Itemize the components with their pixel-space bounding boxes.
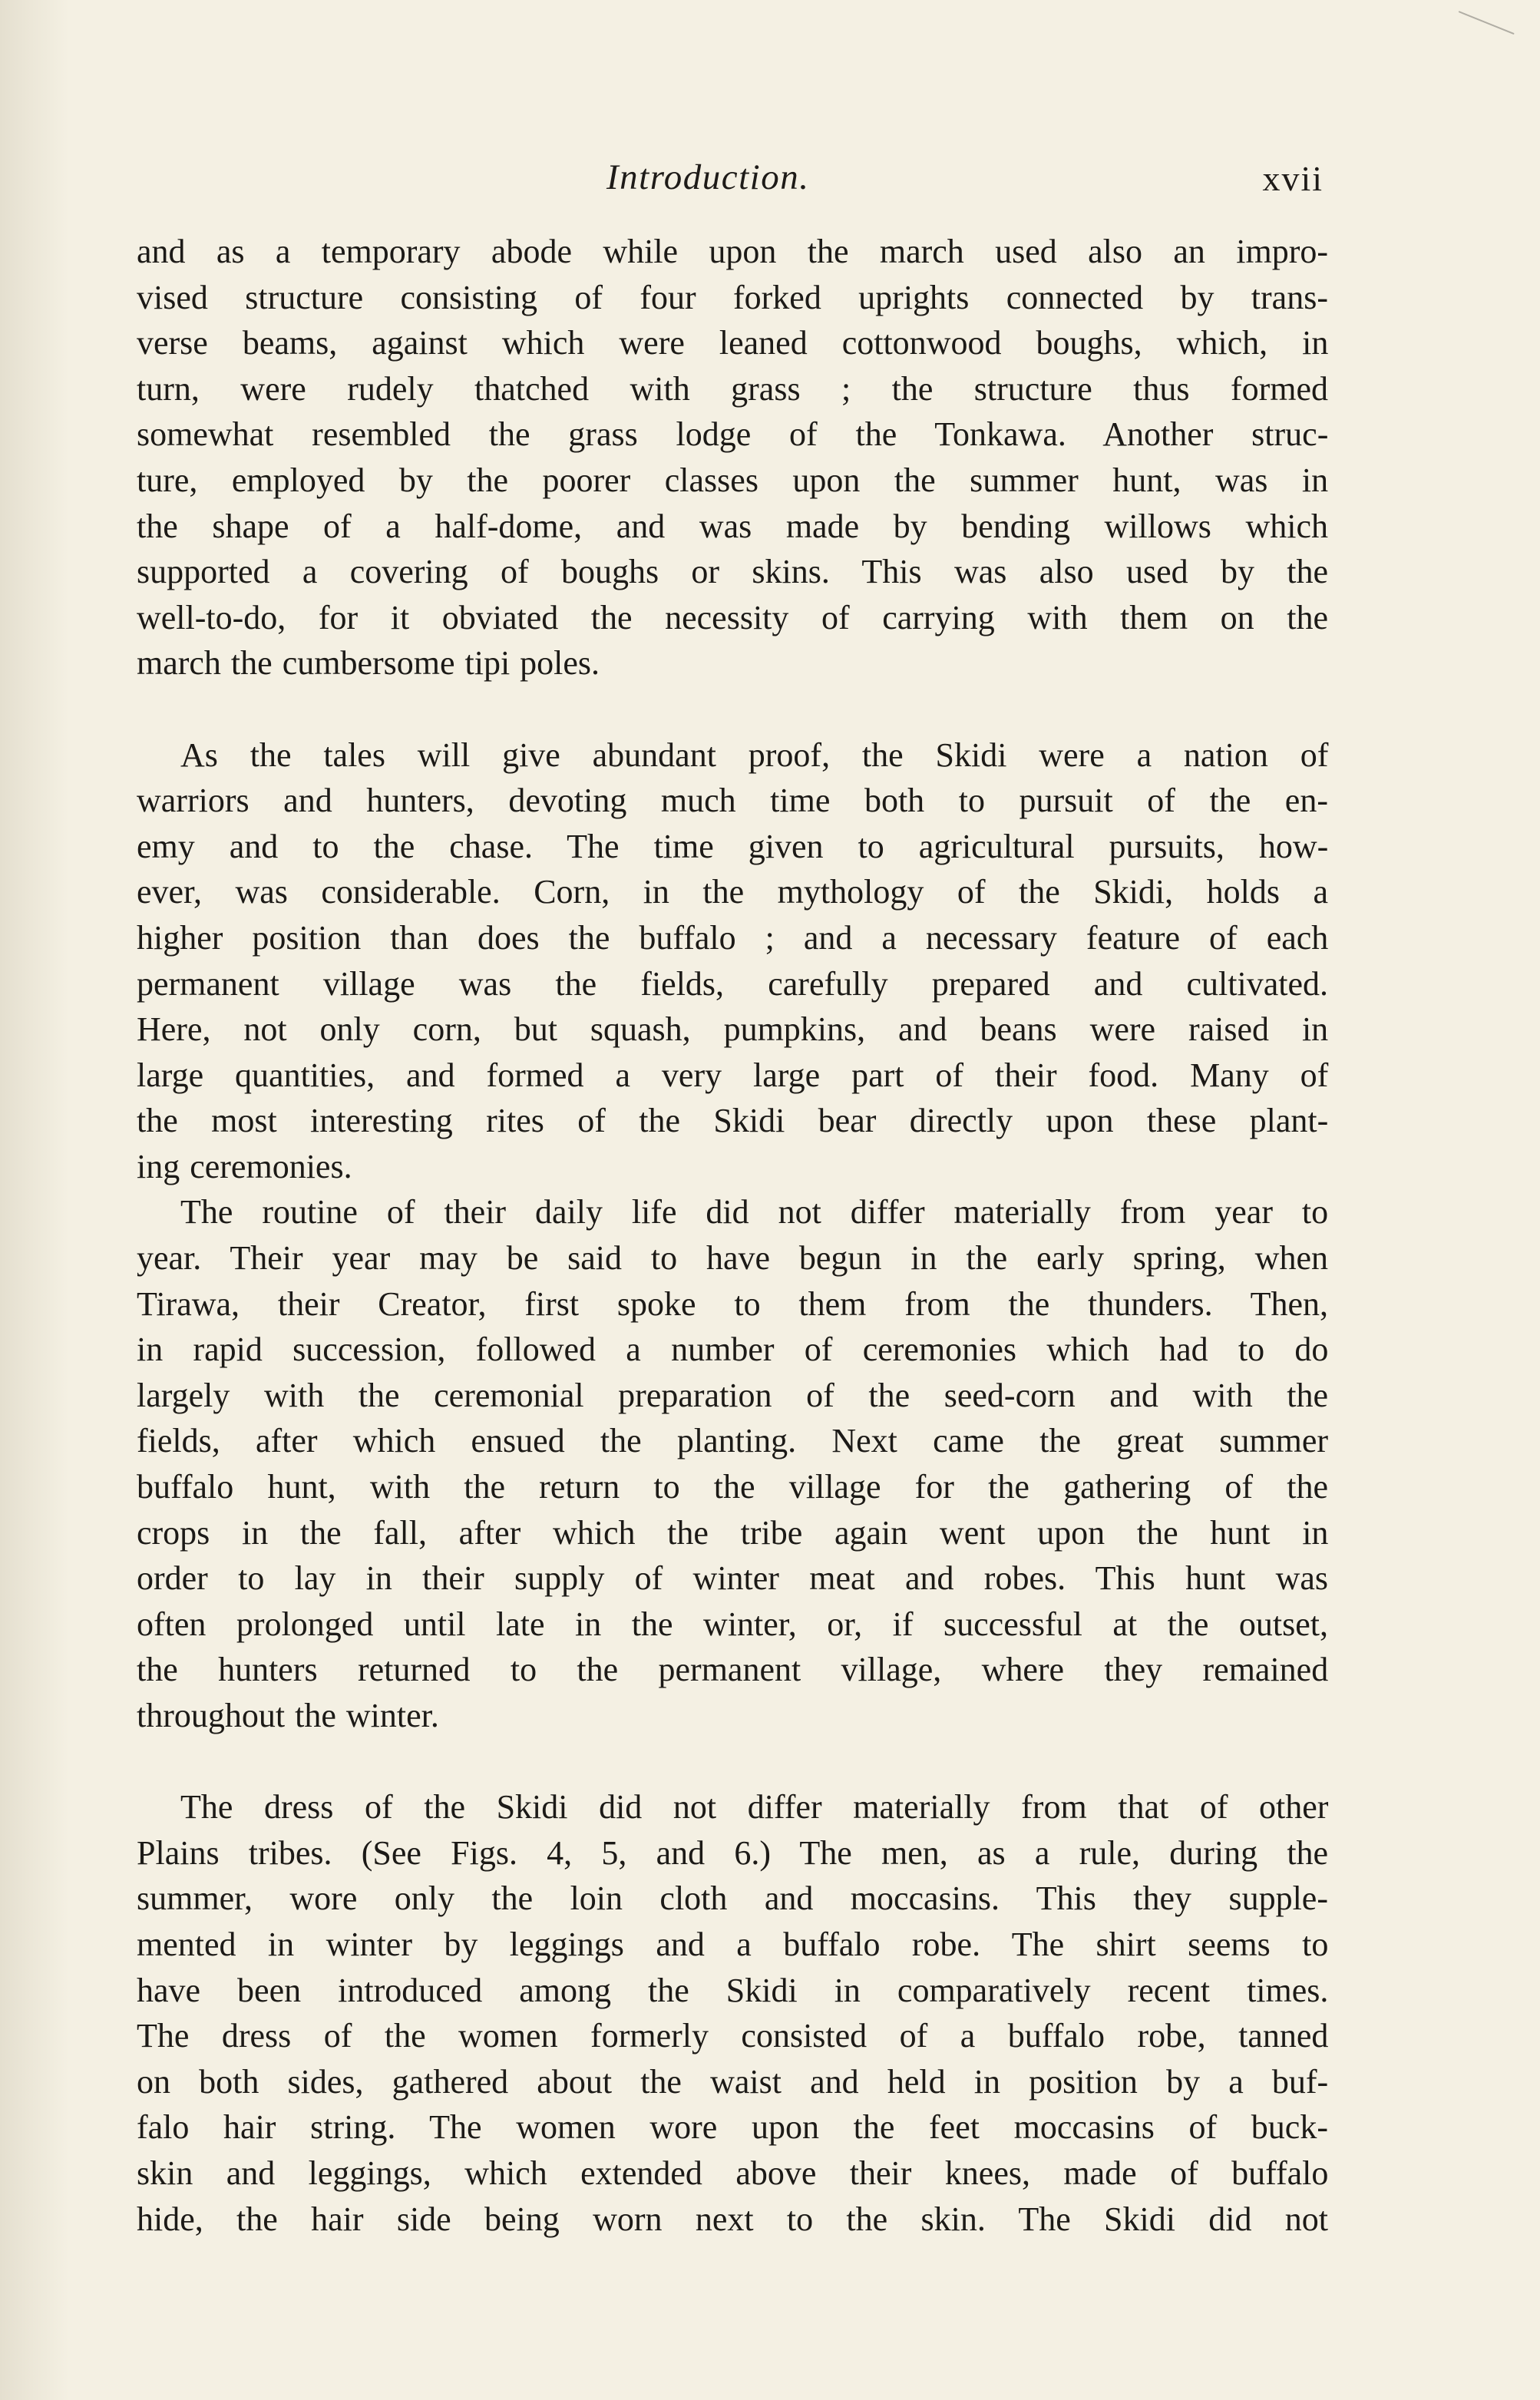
paragraph-gap — [137, 1739, 1328, 1785]
text-line: somewhat resembled the grass lodge of the Tonkawa. Another struc- — [137, 415, 1329, 454]
text-line: vised structure consisting of four forked uprights connected by trans- — [137, 278, 1328, 316]
text-line: summer, wore only the loin cloth and moccasins. This they supple- — [137, 1879, 1328, 1918]
text-line: warriors and hunters, devoting much time both to pursuit of the en- — [137, 782, 1328, 820]
text-line: Plains tribes. (See Figs. 4, 5, and 6.) The men, as a rule, during the — [137, 1833, 1329, 1872]
text-line: mented in winter by leggings and a buffalo robe. The shirt seems to — [137, 1925, 1329, 1963]
text-line: the shape of a half-dome, and was made by bending willows which — [137, 507, 1328, 545]
text-line: buffalo hunt, with the return to the village for the gathering of the — [137, 1468, 1328, 1506]
paragraph-warriors-agriculture — [137, 732, 1328, 1190]
scan-mark — [1459, 11, 1515, 35]
text-line: largely with the ceremonial preparation of the seed-corn and with the — [137, 1376, 1329, 1414]
text-line: the most interesting rites of the Skidi bear directly upon these plant- — [137, 1102, 1329, 1140]
text-line: on both sides, gathered about the waist and held in position by a buf- — [137, 2062, 1329, 2101]
text-line: well-to-do, for it obviated the necessity of carrying with them on the — [137, 598, 1328, 636]
text-line: often prolonged until late in the winter, or, if successful at the outset, — [137, 1605, 1328, 1643]
text-line: emy and to the chase. The time given to agricultural pursuits, how- — [137, 827, 1329, 865]
text-line: turn, were rudely thatched with grass ; the structure thus formed — [137, 369, 1328, 408]
text-line: supported a covering of boughs or skins. This was also used by the — [137, 553, 1329, 591]
running-head — [137, 154, 1328, 207]
text-line: verse beams, against which were leaned cottonwood boughs, which, in — [137, 324, 1329, 362]
text-line: and as a temporary abode while upon the march used also an impro- — [137, 233, 1328, 270]
text-line: large quantities, and formed a very large part of their food. Many of — [137, 1056, 1329, 1094]
page-gutter-shadow — [0, 0, 69, 2400]
page-number: xvii — [1262, 159, 1324, 198]
text-line: permanent village was the fields, carefully prepared and cultivated. — [137, 964, 1328, 1003]
body-text — [137, 229, 1328, 2242]
text-line: in rapid succession, followed a number of ceremonies which had to do — [137, 1331, 1329, 1369]
text-line: crops in the fall, after which the tribe again went upon the hunt in — [137, 1513, 1329, 1552]
paragraph-gap — [137, 686, 1328, 732]
text-line: fields, after which ensued the planting. Next came the great summer — [137, 1422, 1328, 1460]
text-line: higher position than does the buffalo ; and a necessary feature of each — [137, 918, 1329, 957]
text-line: throughout the winter. — [137, 1697, 439, 1734]
paragraph-dwellings — [137, 229, 1328, 686]
text-line: Here, not only corn, but squash, pumpkins, and beans were raised in — [137, 1010, 1329, 1049]
paragraph-daily-routine — [137, 1189, 1328, 1738]
text-line: Tirawa, their Creator, first spoke to them from the thunders. Then, — [137, 1284, 1329, 1323]
text-line: The dress of the Skidi did not differ materially from that of other — [180, 1788, 1329, 1826]
text-line: skin and leggings, which extended above their knees, made of buffalo — [137, 2154, 1329, 2192]
text-line: have been introduced among the Skidi in comparatively recent times. — [137, 1971, 1329, 2009]
text-line: As the tales will give abundant proof, the Skidi were a nation of — [180, 736, 1329, 774]
running-title: Introduction. — [606, 157, 810, 197]
text-line: The routine of their daily life did not differ materially from year to — [180, 1193, 1329, 1231]
paragraph-dress — [137, 1784, 1328, 2242]
text-line: year. Their year may be said to have begun in the early spring, when — [137, 1239, 1328, 1278]
text-line: march the cumbersome tipi poles. — [137, 644, 600, 683]
text-line: ever, was considerable. Corn, in the mythology of the Skidi, holds a — [137, 873, 1328, 911]
text-line: hide, the hair side being worn next to the skin. The Skidi did not — [137, 2200, 1329, 2238]
text-line: the hunters returned to the permanent village, where they remained — [137, 1651, 1329, 1689]
text-line: The dress of the women formerly consisted of a buffalo robe, tanned — [137, 2017, 1329, 2055]
text-line: order to lay in their supply of winter meat and robes. This hunt was — [137, 1559, 1328, 1598]
text-line: ing ceremonies. — [137, 1147, 352, 1185]
text-line: ture, employed by the poorer classes upon the summer hunt, was in — [137, 461, 1329, 499]
text-line: falo hair string. The women wore upon the feet moccasins of buck- — [137, 2108, 1328, 2147]
